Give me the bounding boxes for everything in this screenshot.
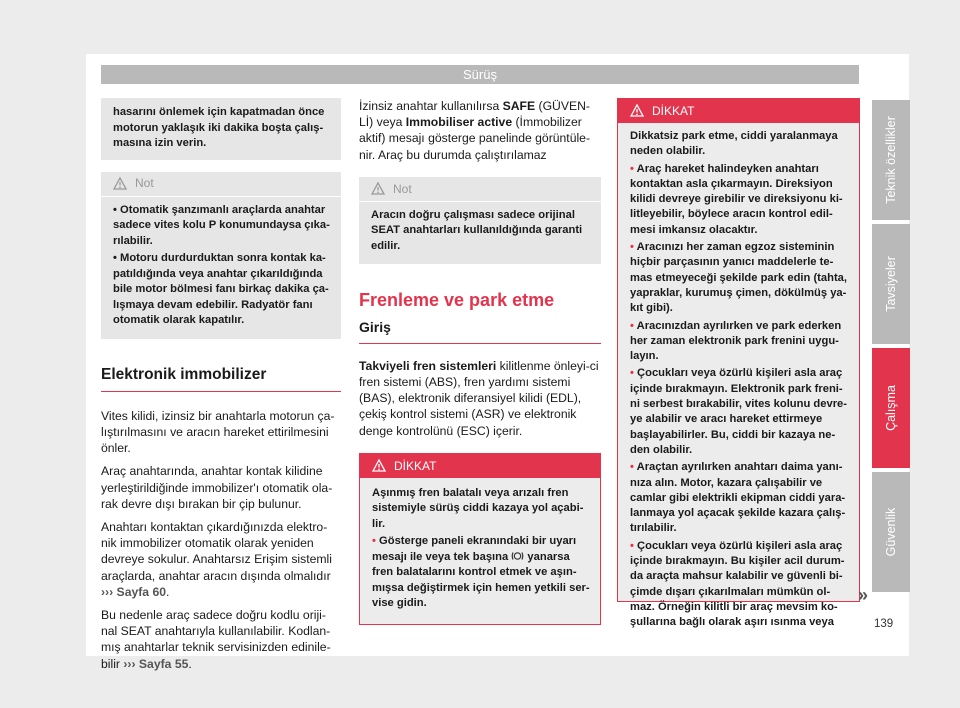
column-2 <box>359 98 601 625</box>
continued-note: hasarını önlemek için kapatmadan önce motorun yaklaşık iki dakika boşta çalış-masına izin verin. <box>101 98 341 160</box>
warning-item: • Çocukları veya özürlü kişileri asla araç içinde bırakmayın. Bu kişiler acil durum-da araçta mahsur kalabilir ve güvenli bi-çimde dışarı çıkarılmaları mümkün ol-maz. Örneğin kilitli bir araç mevsim ko-şullarına bağlı olarak aşırı ısınma veya <box>630 539 845 629</box>
tab-calisma[interactable]: Çalışma <box>872 348 910 468</box>
tab-teknik-ozellikler[interactable]: Teknik özellikler <box>872 100 910 220</box>
continue-marker: » <box>858 585 869 605</box>
warning-header: DİKKAT <box>360 454 600 478</box>
warning-icon <box>372 459 386 473</box>
warning-item: • Çocukları veya özürlü kişileri asla araç içinde bırakmayın. Elektronik park freni-ni serbest bırakabilir, vites kolunu devre-ye alabilir ve aracı hareket ettirmeye başlayabilirler. Bu, ciddi bir kazaya ne-den olabilir. <box>630 367 847 456</box>
note-item: • Motoru durdurduktan sonra kontak ka-patıldığında veya anahtar çıkarıldığında bile motor bölmesi fanı birkaç dakika ça-lışmaya devam edebilir. Radyatör fanı otomatik olarak kapatılır. <box>113 252 329 326</box>
warning-item: • Aracınızı her zaman egzoz sisteminin hiçbir parçasının yanıcı maddelerle te-mas etmeyeceği şekilde park edin (tahta, yapraklar, kurumuş çimen, dökülmüş ya-kıt gibi). <box>630 241 848 315</box>
paragraph: Takviyeli fren sistemleri kilitlenme önleyi-ci fren sistemi (ABS), fren yardımı sistemi (BAS), elektronik diferansiyel kilidi (EDL), çekiş kontrol sistemi (ASR) ve elektronik denge kontrolünü (ESC) içerir. <box>359 358 599 438</box>
warning-item: • Araçtan ayrılırken anahtarı daima yanı-nıza alın. Motor, kazara çalışabilir ve camlar gibi elektrikli ekipman ciddi yara-lanmaya yol açacak şekilde kazara çalış-tırılabilir. <box>630 461 846 535</box>
warning-box-1: DİKKAT Aşınmış fren balatalı veya arızalı fren sistemiyle sürüş ciddi kazaya yol açabi-lir. • Gösterge paneli ekranındaki bir uyarı mesajı ile veya tek başına yanarsa fren balatalarını kontrol etmek ve aşın-mışsa değiştirmek için hemen yetkili ser-vise gidin. <box>359 453 601 625</box>
warning-item: • Aracınızdan ayrılırken ve park ederken her zaman elektronik park frenini uygu-layın. <box>630 319 842 363</box>
paragraph: İzinsiz anahtar kullanılırsa SAFE (GÜVEN-Lİ) veya Immobiliser active (İmmobilizer aktif) mesajı gösterge panelinde görüntüle-nir. Araç bu durumda çalıştırılamaz <box>359 99 591 162</box>
warning-icon <box>630 104 644 118</box>
warning-item: • Gösterge paneli ekranındaki bir uyarı mesajı ile veya tek başına yanarsa fren balatalarını kontrol etmek ve aşın-mışsa değiştirmek için hemen yetkili ser-vise gidin. <box>372 535 590 610</box>
warning-box-2: DİKKAT Dikkatsiz park etme, ciddi yaralanmaya neden olabilir. • Araç hareket halindeyken anahtarı kontaktan asla çıkarmayın. Direksiyon kilidi devreye girebilir ve direksiyonu ki-litleyebilir, böylece aracın kontrol edil-mesi imkansız olacaktır. • Aracınızı her zaman egzoz sisteminin hiçbir parçasının yanıcı maddelerle te-mas etmeyeceği şekilde park edin (tahta, yapraklar, kurumuş çimen, dökülmüş ya-kıt gibi). • Aracınızdan ayrılırken ve park ederken her zaman elektronik park frenini uygu-layın. • Çocukları veya özürlü kişileri asla araç içinde bırakmayın. Elektronik park freni-ni serbest bırakabilir, vites kolunu devre-ye alabilir ve aracı hareket ettirmeye başlayabilirler. Bu, ciddi bir kazaya ne-den olabilir. • Araçtan ayrılırken anahtarı daima yanı-nıza alın. Motor, kazara çalışabilir ve camlar gibi elektrikli ekipman ciddi yara-lanmaya yol açacak şekilde kazara çalış-tırılabilir. • Çocukları veya özürlü kişileri asla araç içinde bırakmayın. Bu kişiler acil durum-da araçta mahsur kalabilir ve güvenli bi-çimde dışarı çıkarılmaları mümkün ol-maz. Örneğin kilitli bir araç mevsim ko-şullarına bağlı olarak aşırı ısınma veya <box>617 98 860 602</box>
tab-guvenlik[interactable]: Güvenlik <box>872 472 910 592</box>
chapter-title: Frenleme ve park etme <box>359 290 555 311</box>
section-title: Elektronik immobilizer <box>101 367 341 392</box>
paragraph: Araç anahtarında, anahtar kontak kilidine yerleştirildiğinde immobilizer'ı otomatik ola-rak devre dışı bırakan bir çip bulunur. <box>101 464 333 511</box>
column-3 <box>617 98 860 629</box>
warning-item: • Araç hareket halindeyken anahtarı kontaktan asla çıkarmayın. Direksiyon kilidi devreye girebilir ve direksiyonu ki-litleyebilir, böylece aracın kontrol edil-mesi imkansız olacaktır. <box>630 162 843 236</box>
paragraph: Anahtarı kontaktan çıkardığınızda elektro-nik immobilizer otomatik olarak yeniden devreye sokulur. Anahtarsız Erişim sistemli araçlarda, anahtar aracın dışında olmalıdır ››› Sayfa 60. <box>101 519 332 599</box>
note-box-2: Not Aracın doğru çalışması sadece orijinal SEAT anahtarları kullanıldığında garanti edilir. <box>359 177 601 265</box>
page-link[interactable]: ››› Sayfa 55 <box>123 656 189 671</box>
column-1 <box>101 98 341 679</box>
note-header: Not <box>101 172 341 197</box>
paragraph: Bu nedenle araç sadece doğru kodlu oriji-nal SEAT anahtarıyla kullanılabilir. Kodlan-mış anahtarlar teknik servisinizden edinile-bilir ››› Sayfa 55. <box>101 607 331 671</box>
chapter-header: Sürüş <box>101 65 859 84</box>
page-number: 139 <box>874 618 894 630</box>
note-icon <box>113 177 127 191</box>
tab-tavsiyeler[interactable]: Tavsiyeler <box>872 224 910 344</box>
sub-title: Giriş <box>359 319 601 344</box>
note-header: Not <box>359 177 601 202</box>
note-icon <box>371 182 385 196</box>
brake-warning-icon <box>511 551 524 561</box>
note-item: • Otomatik şanzımanlı araçlarda anahtar sadece vites kolu P konumundaysa çıka-rılabilir. <box>113 203 330 247</box>
paragraph: Vites kilidi, izinsiz bir anahtarla motorun ça-lıştırılmasını ve aracın hareket ettirilmesini önler. <box>101 408 335 456</box>
note-box-1 <box>101 172 341 339</box>
warning-header: DİKKAT <box>618 99 859 123</box>
page-link[interactable]: ››› Sayfa 60 <box>101 584 167 599</box>
